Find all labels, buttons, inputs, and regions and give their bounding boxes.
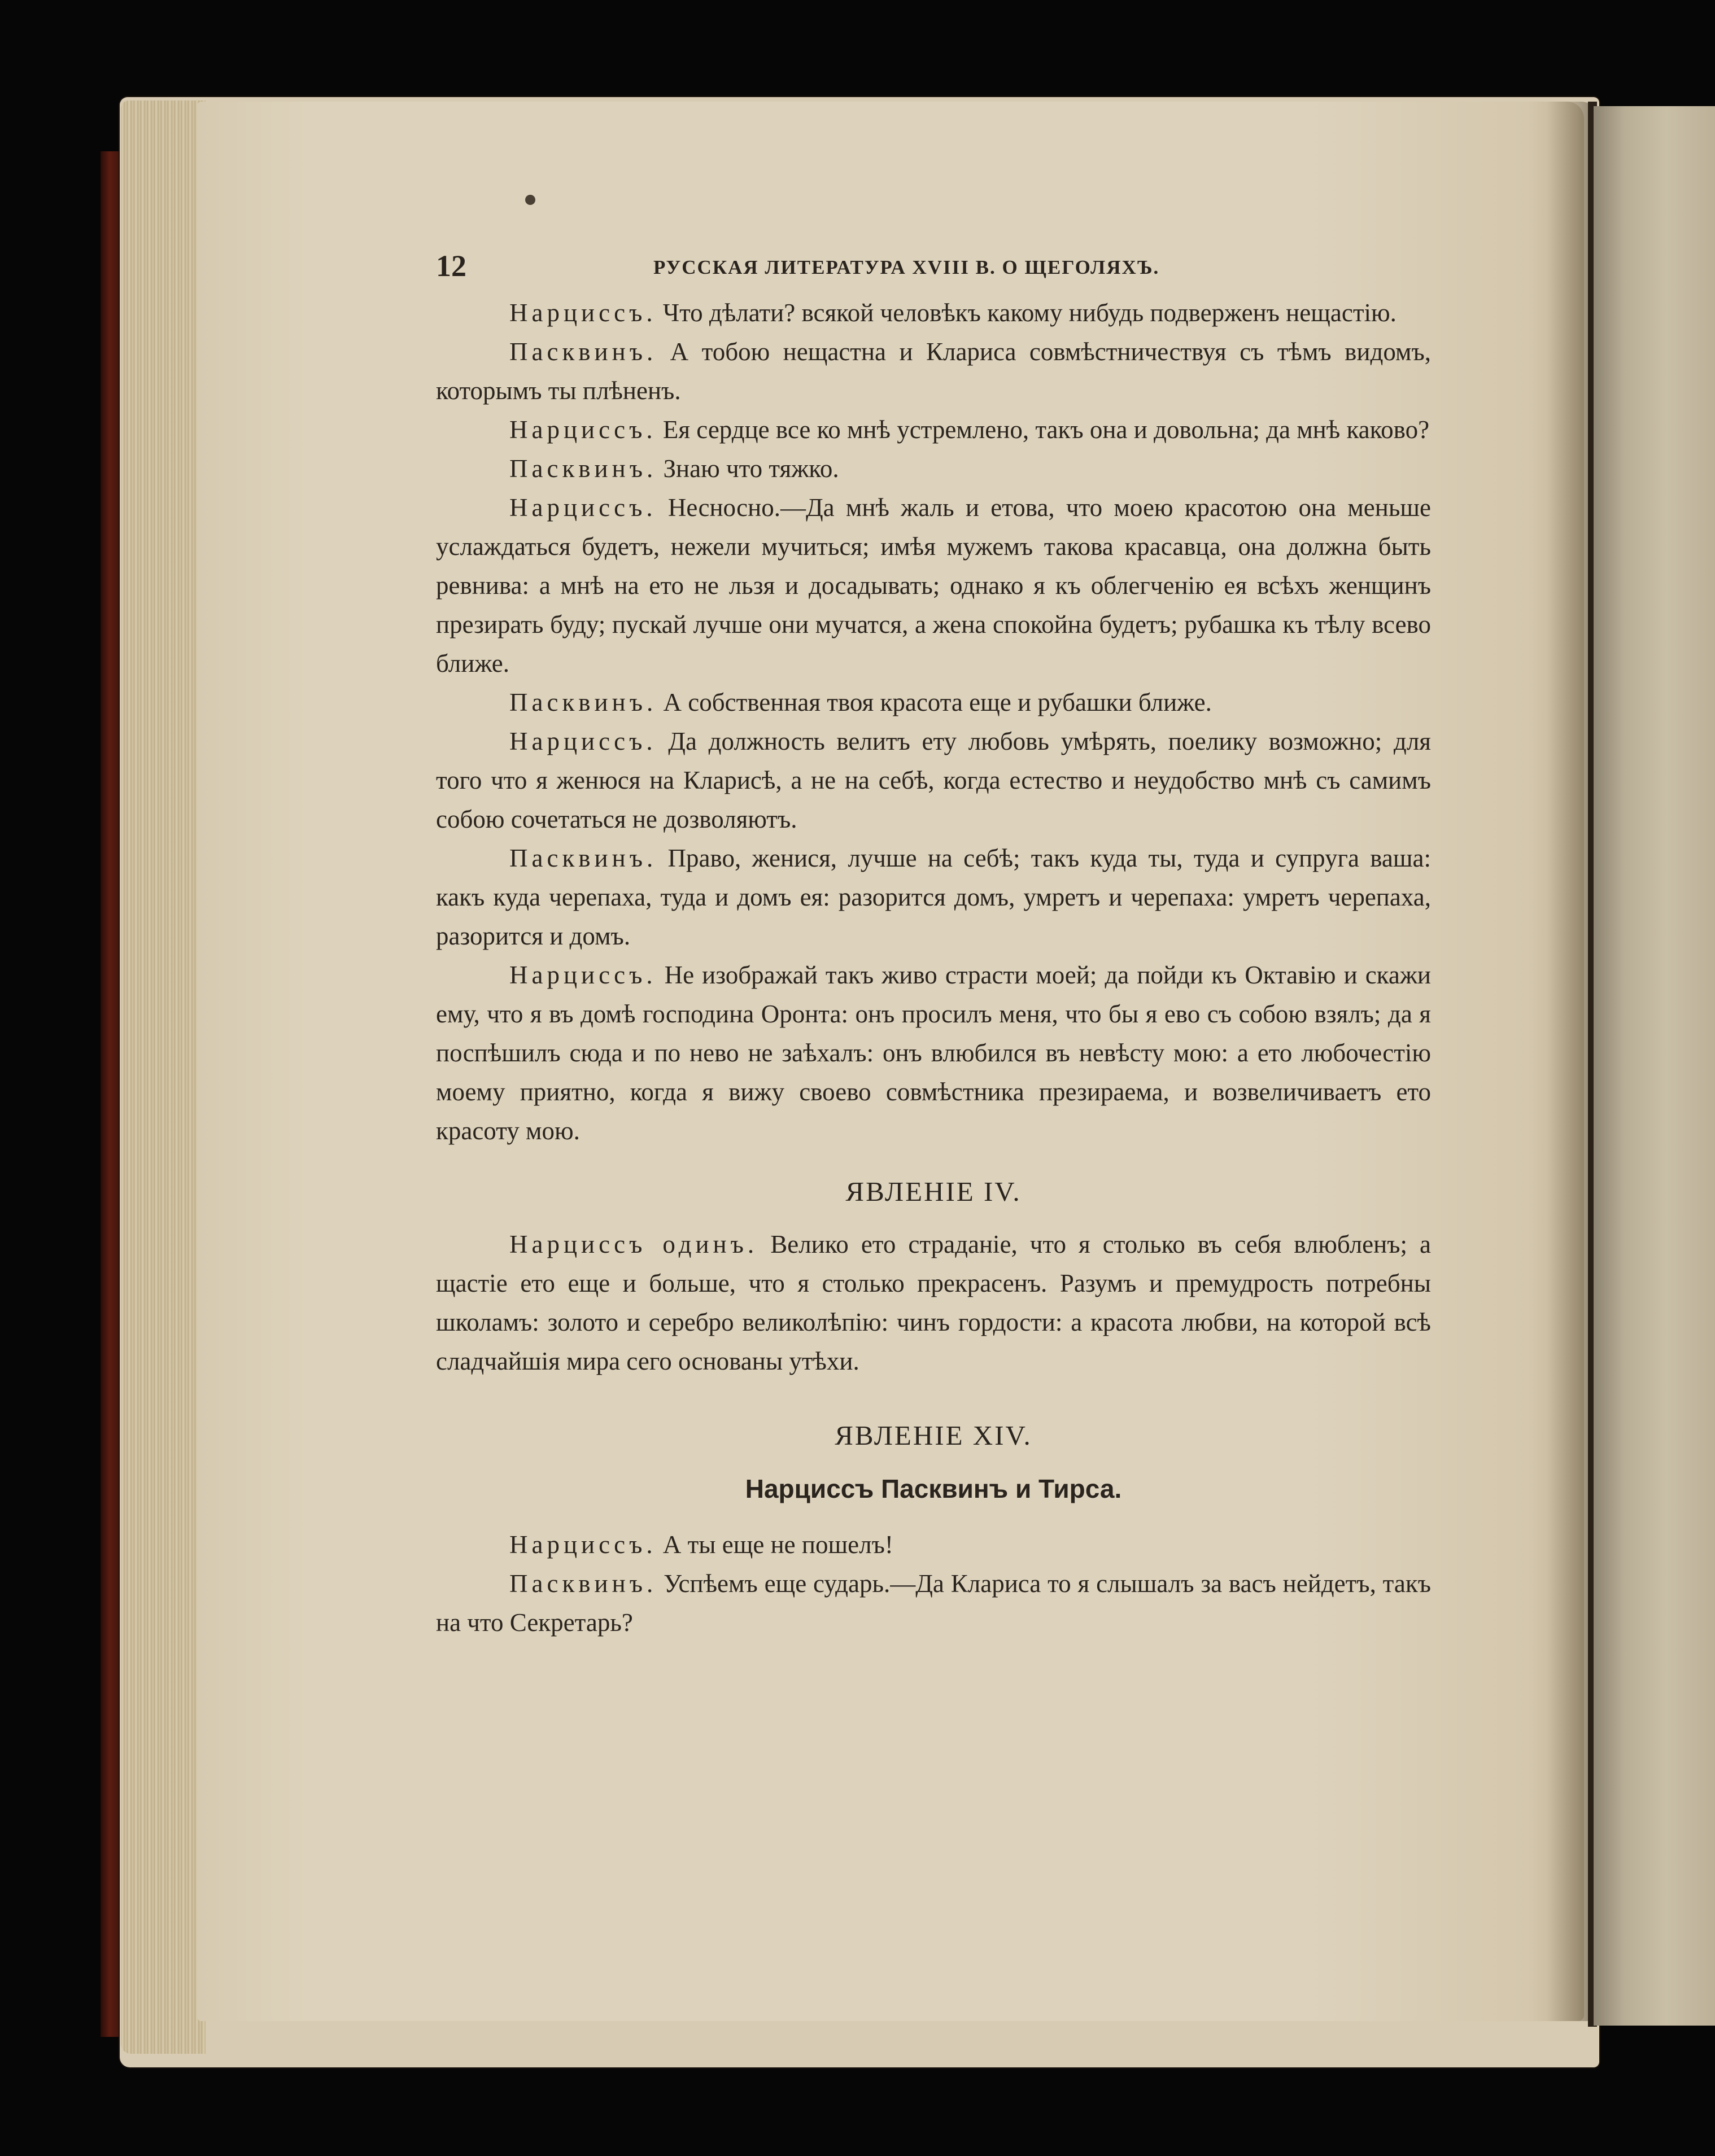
dialogue-paragraph	[436, 1564, 1431, 1642]
speech-text: А тобою нещастна и Клариса совмѣстничествуя съ тѣмъ видомъ, которымъ ты плѣненъ.	[436, 338, 1431, 405]
speaker-name: Пасквинъ.	[509, 454, 657, 483]
speech-text: Что дѣлати? всякой человѣкъ какому нибудь подверженъ нещастію.	[656, 299, 1397, 327]
scene-heading: ЯВЛЕНІЕ XIV.	[835, 1420, 1032, 1451]
dialogue-paragraph	[436, 956, 1431, 1151]
page-edges	[121, 100, 206, 2054]
dialogue-paragraph	[436, 722, 1431, 839]
dialogue-section	[436, 294, 1431, 1151]
page-number: 12	[436, 249, 466, 283]
speaker-name: Нарциссъ.	[509, 299, 657, 327]
speech-text: Право, женися, лучше на себѣ; такъ куда ты, туда и супруга ваша: какъ куда черепаха, туда и домъ ея: разорится домъ, умретъ и черепаха: умретъ черепаха, разорится и домъ.	[436, 844, 1431, 950]
speech-text: Знаю что тяжко.	[657, 454, 839, 483]
speaker-name: Нарциссъ.	[509, 416, 657, 444]
dialogue-paragraph	[436, 683, 1431, 722]
running-title: РУССКАЯ ЛИТЕРАТУРА XVIII В. О ЩЕГОЛЯХЪ.	[653, 256, 1160, 278]
speaker-name: Нарциссъ.	[509, 1530, 657, 1559]
speaker-name: Нарциссъ.	[509, 493, 657, 522]
speaker-name: Пасквинъ.	[509, 338, 657, 366]
dialogue-paragraph	[436, 449, 1431, 488]
speech-text: А ты еще не пошелъ!	[656, 1530, 893, 1559]
dialogue-paragraph	[436, 839, 1431, 956]
speech-text: Ея сердце все ко мнѣ устремлено, такъ она и довольна; да мнѣ каково?	[656, 416, 1430, 444]
speech-text: Не изображай такъ живо страсти моей; да пойди къ Октавію и скажи ему, что я въ домѣ господина Оронта: онъ просилъ меня, что бы я ево съ собою взялъ; да я поспѣшилъ сюда и по нево не заѣхалъ: онъ влюбился въ невѣсту мою: а ето любочестію моему приятно, когда я вижу своево совмѣстника презираема, и возвеличиваетъ ето красоту мою.	[436, 961, 1431, 1145]
dialogue-paragraph	[436, 410, 1431, 449]
scene-iv	[436, 1172, 1431, 1381]
speaker-name: Нарциссъ.	[509, 961, 657, 989]
speech-text: Да должность велитъ ету любовь умѣрять, поелику возможно; для того что я женюся на Кларисѣ, а не на себѣ, когда естество и неудобство мнѣ съ самимъ собою сочетаться не дозволяютъ.	[436, 727, 1431, 833]
speaker-name: Нарциссъ одинъ.	[509, 1230, 758, 1258]
speaker-name: Нарциссъ.	[509, 727, 657, 755]
scene-xiv	[436, 1416, 1431, 1642]
facing-page	[1594, 106, 1715, 2026]
speech-text: А собственная твоя красота еще и рубашки ближе.	[657, 688, 1212, 716]
cast-list: Нарциссъ Пасквинъ и Тирса.	[745, 1474, 1122, 1503]
speaker-name: Пасквинъ.	[509, 1569, 657, 1598]
speech-text: Велико ето страданіе, что я столько въ себя влюбленъ; а щастіе ето еще и больше, что я столько прекрасенъ. Разумъ и премудрость потребны школамъ: золото и серебро великолѣпію: чинъ гордости: а красота любви, на которой всѣ сладчайшія мира сего основаны утѣхи.	[436, 1230, 1431, 1375]
speaker-name: Пасквинъ.	[509, 844, 657, 872]
ink-spot	[525, 195, 535, 205]
text-block	[436, 248, 1431, 1642]
dialogue-paragraph	[436, 333, 1431, 410]
scene-heading: ЯВЛЕНІЕ IV.	[845, 1176, 1022, 1207]
dialogue-paragraph	[436, 1525, 1431, 1564]
dialogue-paragraph	[436, 488, 1431, 683]
speech-text: Успѣемъ еще сударь.—Да Клариса то я слышалъ за васъ нейдетъ, такъ на что Секретарь?	[436, 1569, 1431, 1637]
dialogue-paragraph	[436, 1225, 1431, 1381]
speaker-name: Пасквинъ.	[509, 688, 657, 716]
running-head	[436, 248, 1431, 294]
speech-text: Несносно.—Да мнѣ жаль и етова, что моею красотою она меньше услаждаться будетъ, нежели мучиться; имѣя мужемъ такова красавца, она должна быть ревнива: а мнѣ на ето не льзя и досадывать; однако я къ облегченію ея всѣхъ женщинъ презирать буду; пускай лучше они мучатся, а жена спокойна будетъ; рубашка къ тѣлу всево ближе.	[436, 493, 1431, 677]
dialogue-paragraph	[436, 294, 1431, 333]
